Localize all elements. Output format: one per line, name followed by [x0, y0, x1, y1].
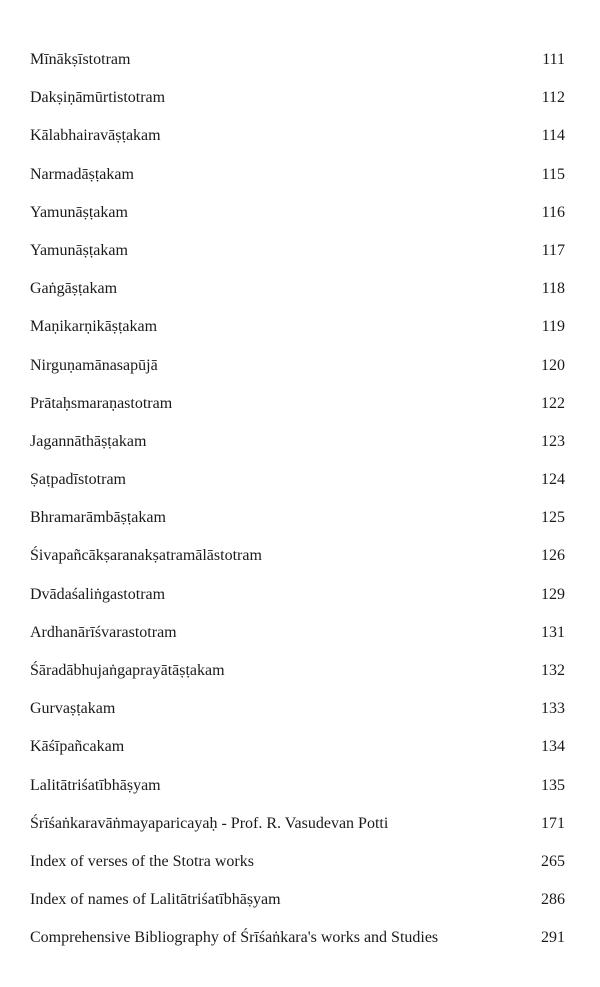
toc-entry [30, 81, 565, 119]
toc-entry-title: Śivapañcākṣaranakṣatramālāstotram [30, 547, 262, 565]
toc-entry-page: 135 [541, 776, 565, 794]
toc-entry-page: 120 [541, 356, 565, 374]
toc-entry-page: 119 [541, 318, 565, 336]
toc-entry [30, 769, 565, 807]
toc-entry [30, 463, 565, 501]
toc-entry [30, 807, 565, 845]
toc-entry-page: 115 [541, 165, 565, 183]
toc-entry-title: Kālabhairavāṣṭakam [30, 127, 161, 145]
toc-entry-title: Index of verses of the Stotra works [30, 852, 254, 870]
toc-entry-title: Maṇikarṇikāṣṭakam [30, 318, 158, 336]
toc-entry-page: 111 [542, 51, 565, 68]
toc-entry-page: 114 [541, 127, 565, 145]
toc-entry [30, 692, 565, 730]
toc-entry-page: 125 [541, 509, 565, 527]
toc-entry [30, 730, 565, 768]
toc-entry-page: 265 [541, 852, 565, 870]
toc-entry [30, 119, 565, 157]
toc-entry-page: 131 [541, 623, 565, 641]
toc-entry-title: Dvādaśaliṅgastotram [30, 585, 166, 603]
toc-entry-title: Gaṅgāṣṭakam [30, 280, 118, 298]
toc-entry-title: Yamunāṣṭakam [30, 241, 128, 259]
toc-entry [30, 234, 565, 272]
toc-entry-title: Ṣaṭpadīstotram [30, 471, 126, 489]
toc-entry-title: Kāśīpañcakam [30, 738, 125, 756]
toc-entry [30, 539, 565, 577]
toc-entry [30, 921, 565, 959]
toc-entry [30, 654, 565, 692]
toc-entry-page: 129 [541, 585, 565, 603]
toc-entry [30, 43, 565, 81]
toc-entry [30, 501, 565, 539]
toc-entry-title: Śāradābhujaṅgaprayātāṣṭakam [30, 662, 225, 679]
toc-entry-page: 118 [541, 280, 565, 298]
toc-entry-title: Yamunāṣṭakam [30, 203, 128, 221]
toc-entry [30, 272, 565, 310]
toc-entry [30, 616, 565, 654]
toc-entry-page: 124 [541, 471, 565, 489]
toc-entry-page: 133 [541, 700, 565, 718]
toc-entry-title: Dakṣiṇāmūrtistotram [30, 89, 166, 107]
toc-entry-title: Narmadāṣṭakam [30, 165, 134, 183]
toc-entry-title: Comprehensive Bibliography of Śrīśaṅkara's works and Studies [30, 929, 439, 947]
toc-entry-title: Bhramarāmbāṣṭakam [30, 509, 166, 527]
toc-entry-page: 132 [541, 662, 565, 679]
toc-entry-title: Index of names of Lalitātriśatībhāṣyam [30, 891, 281, 909]
toc-entry [30, 883, 565, 921]
toc-entry-title: Prātaḥsmaraṇastotram [30, 394, 173, 412]
toc-entry-page: 116 [541, 203, 565, 221]
toc-entry-title: Nirguṇamānasapūjā [30, 356, 158, 374]
toc-entry-page: 122 [541, 394, 565, 412]
table-of-contents [30, 43, 565, 960]
toc-entry-page: 291 [541, 929, 565, 947]
toc-entry-page: 112 [541, 89, 565, 107]
toc-entry-title: Ardhanārīśvarastotram [30, 623, 177, 641]
toc-entry [30, 310, 565, 348]
toc-entry-title: Mīnākṣīstotram [30, 51, 131, 68]
toc-entry [30, 349, 565, 387]
toc-entry-title: Śrīśaṅkaravāṅmayaparicayaḥ - Prof. R. Vasudevan Potti [30, 814, 389, 832]
toc-entry-page: 117 [541, 241, 565, 259]
toc-entry-page: 126 [541, 547, 565, 565]
toc-entry-page: 123 [541, 432, 565, 450]
toc-entry-title: Lalitātriśatībhāṣyam [30, 776, 161, 794]
toc-entry [30, 578, 565, 616]
toc-entry [30, 845, 565, 883]
toc-entry [30, 158, 565, 196]
toc-entry-page: 134 [541, 738, 565, 756]
toc-entry [30, 425, 565, 463]
toc-entry-page: 286 [541, 891, 565, 909]
toc-entry [30, 196, 565, 234]
toc-entry-page: 171 [541, 814, 565, 832]
toc-entry-title: Jagannāthāṣṭakam [30, 432, 147, 450]
toc-entry [30, 387, 565, 425]
toc-entry-title: Gurvaṣṭakam [30, 700, 116, 718]
